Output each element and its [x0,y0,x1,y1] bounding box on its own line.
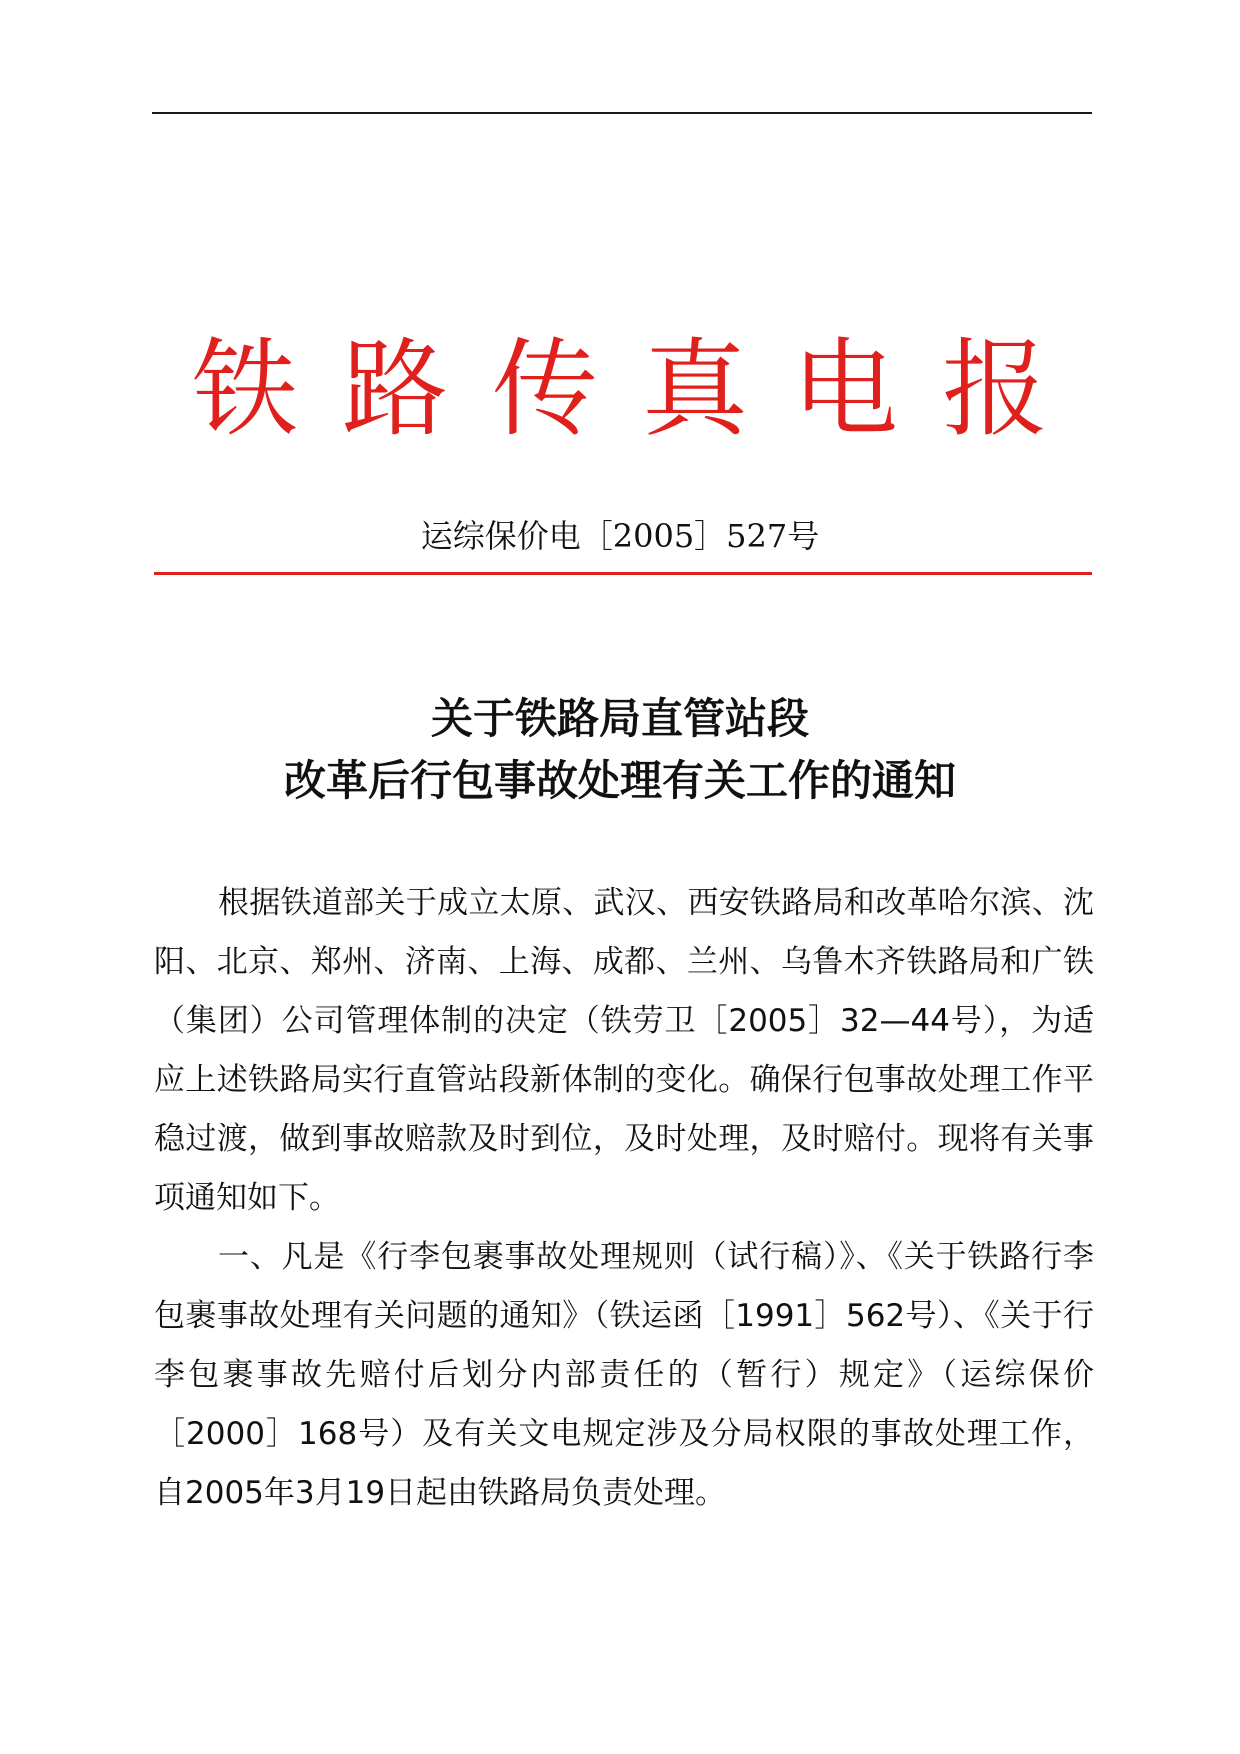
notice-title-line-1: 关于铁路局直管站段 [430,694,809,743]
notice-body [154,874,1094,1523]
document-number: 运综保价电［2005］527号 [420,517,820,555]
body-paragraph-2: 一、凡是《行李包裹事故处理规则（试行稿）》、《关于铁路行李包裹事故处理有关问题的通知》（铁运函［1991］562号）、《关于行李包裹事故先赔付后划分内部责任的（暂行）规定》（运综保价［2000］168号）及有关文电规定涉及分局权限的事故处理工作，自2005年3月19日起由铁路局负责处理。 [154,1239,1094,1511]
header-top-rule [152,112,1092,114]
header-red-divider [154,572,1092,575]
notice-title-line-2: 改革后行包事故处理有关工作的通知 [283,756,956,805]
notice-title [0,688,1240,812]
masthead-title: 铁路传真电报 [192,328,1092,451]
body-paragraph-1: 根据铁道部关于成立太原、武汉、西安铁路局和改革哈尔滨、沈阳、北京、郑州、济南、上海、成都、兰州、乌鲁木齐铁路局和广铁（集团）公司管理体制的决定（铁劳卫［2005］32—44号），为适应上述铁路局实行直管站段新体制的变化。确保行包事故处理工作平稳过渡，做到事故赔款及时到位，及时处理，及时赔付。现将有关事项通知如下。 [154,885,1094,1216]
